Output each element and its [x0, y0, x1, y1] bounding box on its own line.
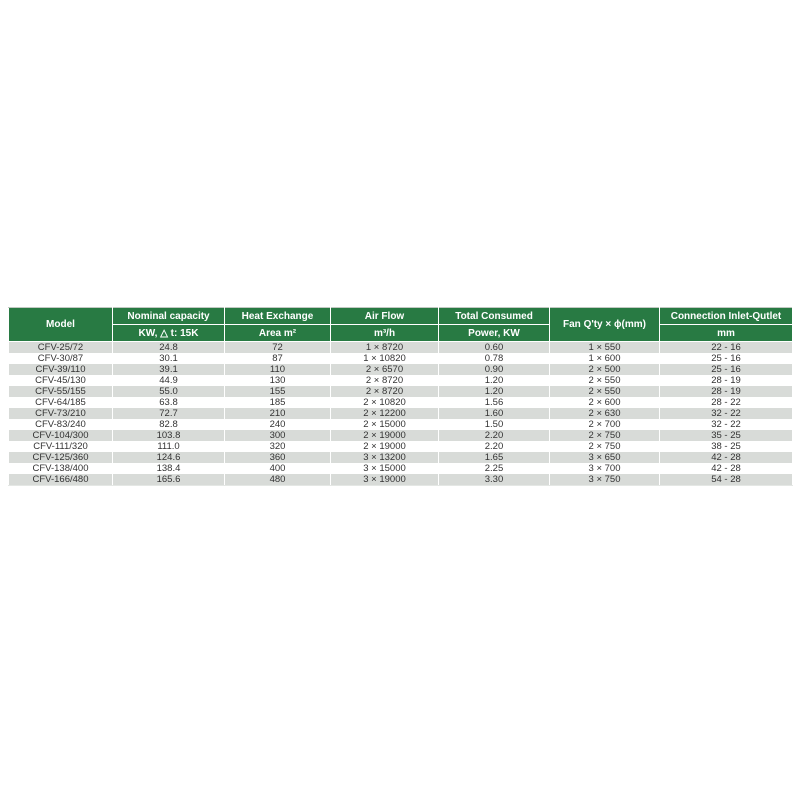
cell: 2 × 630 [550, 408, 660, 419]
cell: 2 × 6570 [331, 364, 439, 375]
table-row [9, 419, 793, 430]
col-header-total-consumed: Total Consumed [439, 308, 550, 325]
cell: CFV-104/300 [9, 430, 113, 441]
cell: 210 [225, 408, 331, 419]
table-row [9, 430, 793, 441]
cell: 2.20 [439, 430, 550, 441]
cell: 300 [225, 430, 331, 441]
cell: 44.9 [113, 375, 225, 386]
cell: 2.25 [439, 463, 550, 474]
cell: 1 × 600 [550, 353, 660, 364]
cell: 30.1 [113, 353, 225, 364]
cell: 1 × 550 [550, 342, 660, 354]
cell: CFV-45/130 [9, 375, 113, 386]
cell: 28 - 19 [660, 375, 793, 386]
cell: 28 - 22 [660, 397, 793, 408]
cell: 320 [225, 441, 331, 452]
cell: 22 - 16 [660, 342, 793, 354]
cell: 110 [225, 364, 331, 375]
cell: 1.20 [439, 375, 550, 386]
cell: 2 × 19000 [331, 441, 439, 452]
col-subheader-heat-exchange: Area m² [225, 325, 331, 342]
cell: 25 - 16 [660, 364, 793, 375]
cell: 3 × 700 [550, 463, 660, 474]
col-subheader-connection: mm [660, 325, 793, 342]
table-row [9, 386, 793, 397]
cell: 1.56 [439, 397, 550, 408]
cell: 42 - 28 [660, 463, 793, 474]
cell: 72 [225, 342, 331, 354]
cell: 32 - 22 [660, 419, 793, 430]
table-row [9, 408, 793, 419]
cell: 32 - 22 [660, 408, 793, 419]
cell: 0.90 [439, 364, 550, 375]
cell: 1 × 10820 [331, 353, 439, 364]
cell: CFV-83/240 [9, 419, 113, 430]
cell: 2 × 750 [550, 441, 660, 452]
cell: 35 - 25 [660, 430, 793, 441]
cell: 2 × 700 [550, 419, 660, 430]
cell: 165.6 [113, 474, 225, 486]
cell: 2 × 550 [550, 375, 660, 386]
col-subheader-nominal-capacity: KW, △ t: 15K [113, 325, 225, 342]
cell: CFV-111/320 [9, 441, 113, 452]
cell: CFV-125/360 [9, 452, 113, 463]
cell: 2 × 10820 [331, 397, 439, 408]
cell: 72.7 [113, 408, 225, 419]
cell: 1.65 [439, 452, 550, 463]
cell: 55.0 [113, 386, 225, 397]
cell: 480 [225, 474, 331, 486]
spec-table-container [8, 307, 792, 486]
cell: 3.30 [439, 474, 550, 486]
cell: 400 [225, 463, 331, 474]
cell: 360 [225, 452, 331, 463]
table-row [9, 375, 793, 386]
cell: 3 × 19000 [331, 474, 439, 486]
cell: CFV-64/185 [9, 397, 113, 408]
cell: 1.50 [439, 419, 550, 430]
cell: CFV-30/87 [9, 353, 113, 364]
col-subheader-air-flow: m³/h [331, 325, 439, 342]
col-header-fan-qty: Fan Q'ty × ϕ(mm) [550, 308, 660, 342]
spec-table [8, 307, 793, 486]
col-header-heat-exchange: Heat Exchange [225, 308, 331, 325]
cell: 2 × 19000 [331, 430, 439, 441]
col-subheader-total-consumed: Power, KW [439, 325, 550, 342]
col-header-air-flow: Air Flow [331, 308, 439, 325]
col-header-connection: Connection Inlet-Qutlet [660, 308, 793, 325]
table-row [9, 463, 793, 474]
cell: 54 - 28 [660, 474, 793, 486]
cell: 2.20 [439, 441, 550, 452]
cell: 63.8 [113, 397, 225, 408]
cell: 2 × 550 [550, 386, 660, 397]
cell: 3 × 650 [550, 452, 660, 463]
cell: 103.8 [113, 430, 225, 441]
cell: 3 × 15000 [331, 463, 439, 474]
cell: 240 [225, 419, 331, 430]
cell: 2 × 600 [550, 397, 660, 408]
cell: 24.8 [113, 342, 225, 354]
table-row [9, 474, 793, 486]
cell: 82.8 [113, 419, 225, 430]
table-row [9, 441, 793, 452]
cell: 38 - 25 [660, 441, 793, 452]
col-header-nominal-capacity: Nominal capacity [113, 308, 225, 325]
cell: 2 × 500 [550, 364, 660, 375]
table-row [9, 397, 793, 408]
cell: 124.6 [113, 452, 225, 463]
cell: 3 × 13200 [331, 452, 439, 463]
cell: 2 × 15000 [331, 419, 439, 430]
cell: 155 [225, 386, 331, 397]
cell: 111.0 [113, 441, 225, 452]
table-row [9, 452, 793, 463]
cell: CFV-138/400 [9, 463, 113, 474]
cell: 2 × 12200 [331, 408, 439, 419]
cell: CFV-25/72 [9, 342, 113, 354]
cell: CFV-73/210 [9, 408, 113, 419]
cell: 185 [225, 397, 331, 408]
cell: 0.78 [439, 353, 550, 364]
table-row [9, 342, 793, 354]
table-body [9, 342, 793, 486]
table-row [9, 364, 793, 375]
header-row-main [9, 308, 793, 325]
cell: 42 - 28 [660, 452, 793, 463]
cell: CFV-166/480 [9, 474, 113, 486]
cell: 87 [225, 353, 331, 364]
cell: 2 × 750 [550, 430, 660, 441]
cell: 130 [225, 375, 331, 386]
cell: 25 - 16 [660, 353, 793, 364]
cell: 2 × 8720 [331, 386, 439, 397]
table-row [9, 353, 793, 364]
cell: 2 × 8720 [331, 375, 439, 386]
col-header-model: Model [9, 308, 113, 342]
table-header [9, 308, 793, 342]
cell: CFV-39/110 [9, 364, 113, 375]
cell: 0.60 [439, 342, 550, 354]
cell: 138.4 [113, 463, 225, 474]
cell: CFV-55/155 [9, 386, 113, 397]
cell: 28 - 19 [660, 386, 793, 397]
cell: 1 × 8720 [331, 342, 439, 354]
cell: 39.1 [113, 364, 225, 375]
header-row-sub [9, 325, 793, 342]
cell: 1.20 [439, 386, 550, 397]
cell: 3 × 750 [550, 474, 660, 486]
cell: 1.60 [439, 408, 550, 419]
